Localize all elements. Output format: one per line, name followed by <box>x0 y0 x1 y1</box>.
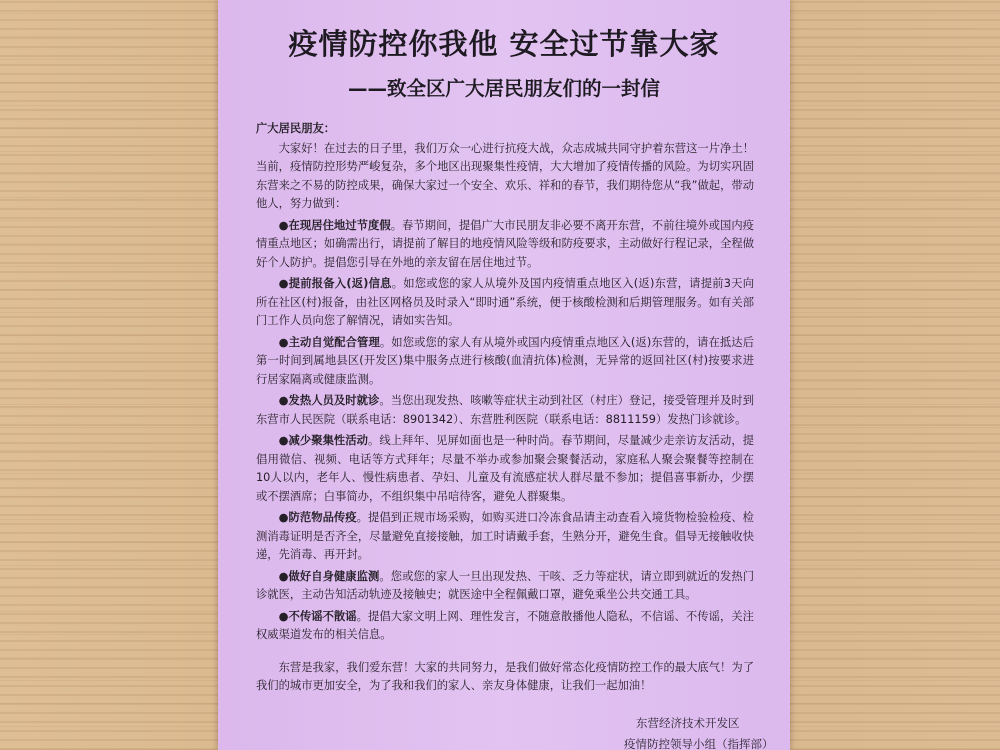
bullet-icon: ● <box>278 434 289 447</box>
greeting: 广大居民朋友： <box>256 122 336 135</box>
list-item <box>256 217 754 273</box>
item-text: 。如您或您的家人从境外及国内疫情重点地区入(返)东营，请提前3天向所在社区(村)报备，由社区网格员及时录入“即时通”系统，便于核酸检测和后期管理服务。如有关部门工作人员向您了解情况，请如实告知。 <box>256 277 754 327</box>
item-heading: 做好自身健康监测 <box>288 569 380 583</box>
item-text: 。提倡到正规市场采购，如购买进口冷冻食品请主动查看入境货物检验检疫、检测消毒证明是否齐全，尽量避免直接接触，加工时请戴手套，生熟分开，避免生食。倡导无接触收快递，先消毒、再开封。 <box>256 511 754 561</box>
item-heading: 主动自觉配合管理 <box>288 335 380 349</box>
notice-sheet <box>218 0 790 750</box>
list-item <box>256 275 754 331</box>
bullet-icon: ● <box>278 277 289 290</box>
bullet-icon: ● <box>278 569 289 583</box>
item-heading: 提前报备入(返)信息 <box>288 277 392 290</box>
list-item <box>256 568 754 605</box>
list-item <box>256 608 754 645</box>
intro-paragraph: 大家好！在过去的日子里，我们万众一心进行抗疫大战，众志成城共同守护着东营这一片净土！当前，疫情防控形势严峻复杂，多个地区出现聚集性疫情，大大增加了疫情传播的风险。为切实巩固东营来之不易的防控成果，确保大家过一个安全、欢乐、祥和的春节，我们期待您从“我”做起，带动他人，努力做到： <box>256 141 754 210</box>
list-item <box>256 392 754 429</box>
list-item <box>256 509 754 565</box>
item-heading: 发热人员及时就诊 <box>288 394 380 407</box>
item-heading: 防范物品传疫 <box>288 511 357 524</box>
item-text: 。线上拜年、见屏如面也是一种时尚。春节期间，尽量减少走亲访友活动，提倡用微信、视频、电话等方式拜年；尽量不举办或参加聚会聚餐活动，家庭私人聚会聚餐等控制在10人以内，老年人、慢性病患者、孕妇、儿童及有流感症状人群尽量不参加；提倡喜事新办，少摆或不摆酒席；白事简办，不组织集中吊唁待客，避免人群聚集。 <box>256 434 754 503</box>
item-text: 。提倡大家文明上网、理性发言，不随意散播他人隐私，不信谣、不传谣，关注权威渠道发布的相关信息。 <box>256 609 754 641</box>
letter-title: 疫情防控你我他 安全过节靠大家 <box>288 27 720 61</box>
item-text: 。您或您的家人一旦出现发热、干咳、乏力等症状，请立即到就近的发热门诊就医，主动告知活动轨迹及接触史；就医途中全程佩戴口罩，避免乘坐公共交通工具。 <box>256 569 754 601</box>
list-item <box>256 334 754 390</box>
bullet-icon: ● <box>278 394 289 407</box>
closing-paragraph: 东营是我家，我们爱东营！大家的共同努力，是我们做好常态化疫情防控工作的最大底气！为了我们的城市更加安全，为了我和我们的家人、亲友身体健康，让我们一起加油！ <box>256 660 754 692</box>
item-text: 。当您出现发热、咳嗽等症状主动到社区（村庄）登记，接受管理并及时到东营市人民医院（联系电话：8901342）、东营胜利医院（联系电话：8811159）发热门诊就诊。 <box>256 394 754 426</box>
item-heading: 不传谣不散谣 <box>288 609 357 623</box>
signature-group: 疫情防控领导小组（指挥部） <box>624 737 774 750</box>
item-text: 。如您或您的家人有从境外或国内疫情重点地区入(返)东营的，请在抵达后第一时间到属地县区(开发区)集中服务点进行核酸(血清抗体)检测，无异常的返回社区(村)按要求进行居家隔离或健康监测。 <box>256 335 754 386</box>
item-text: 。春节期间，提倡广大市民朋友非必要不离开东营，不前往境外或国内疫情重点地区；如确需出行，请提前了解目的地疫情风险等级和防疫要求，主动做好行程记录，全程做好个人防护。提倡您引导在外地的亲友留在居住地过节。 <box>256 218 754 269</box>
bullet-icon: ● <box>278 335 289 349</box>
letter-subtitle: ——致全区广大居民朋友们的一封信 <box>347 77 660 100</box>
letter-body <box>256 120 754 696</box>
bullet-icon: ● <box>278 218 289 232</box>
list-item <box>256 432 754 506</box>
signature-organization: 东营经济技术开发区 <box>636 716 740 730</box>
bullet-icon: ● <box>278 511 289 524</box>
bullet-icon: ● <box>278 609 289 623</box>
item-heading: 在现居住地过节度假 <box>288 218 391 232</box>
item-heading: 减少聚集性活动 <box>288 434 368 447</box>
